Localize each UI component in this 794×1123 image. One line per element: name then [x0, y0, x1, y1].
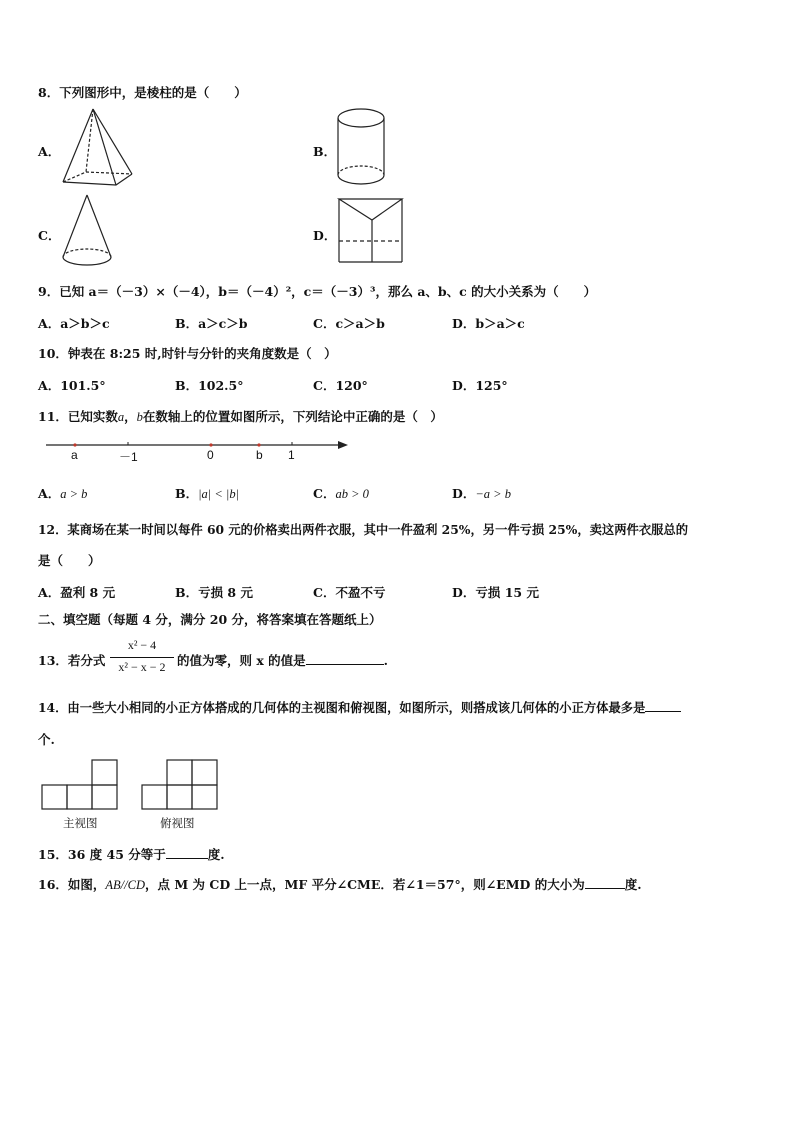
triangular-prism-figure [336, 196, 406, 266]
q11-option-d-label: D． [452, 486, 476, 501]
q8-option-b-label: B． [313, 144, 337, 159]
q16-mid: ，点 M 为 CD 上一点，MF 平分∠CME．若∠1＝57°，则∠EMD 的大小为 [145, 877, 585, 892]
caption-top-view: 俯视图 [160, 816, 195, 830]
q11-stem [38, 407, 443, 425]
q12-stem-line2: 是（ ） [38, 553, 101, 568]
q8-stem: 8．下列图形中，是棱柱的是（ ） [38, 85, 247, 100]
q11-option-a [38, 484, 87, 502]
q11-stem-post: 在数轴上的位置如图所示，下列结论中正确的是（ ） [142, 409, 443, 424]
q14-line1-text: 14．由一些大小相同的小正方体搭成的几何体的主视图和俯视图，如图所示，则搭成该几何体的小正方体最多是 [38, 700, 646, 715]
q13-end: . [383, 653, 389, 668]
point-b [257, 443, 260, 446]
front-view [42, 760, 117, 809]
q9-option-d: D．b＞a＞c [452, 316, 525, 331]
q8-option-d-label: D． [313, 228, 337, 243]
q12-option-a: A．盈利 8 元 [38, 585, 116, 600]
q10-option-b: B．102.5° [175, 378, 244, 393]
q14-stem-line1 [38, 698, 681, 716]
axis-label-1: 1 [288, 448, 295, 462]
q13-post-text: 的值为零，则 x 的值是 [177, 653, 306, 668]
q15-post: 度. [207, 847, 225, 862]
q13-numerator: x² − 4 [127, 638, 157, 652]
caption-front-view: 主视图 [63, 816, 98, 830]
q12-option-c: C．不盈不亏 [313, 585, 386, 600]
q14-stem-line2: 个. [38, 732, 55, 747]
number-line [44, 435, 354, 465]
q16-post: 度. [624, 877, 642, 892]
q13-pre: 13．若分式 [38, 653, 106, 668]
q16-answer-blank[interactable] [585, 876, 625, 889]
q15-answer-blank[interactable] [166, 846, 208, 859]
q11-option-c-math: ab > 0 [335, 487, 369, 501]
q11-option-b-math: |a| < |b| [198, 487, 240, 501]
q11-option-b [175, 484, 239, 502]
q10-option-d: D．125° [452, 378, 508, 393]
top-view [142, 760, 217, 809]
q11-stem-sep: ， [124, 409, 137, 424]
q11-var-a: a [117, 410, 125, 424]
q9-option-c: C．c＞a＞b [313, 316, 385, 331]
point-a [73, 443, 76, 446]
axis-label-a: a [71, 448, 78, 462]
q14-answer-blank[interactable] [645, 699, 681, 712]
q11-var-b: b [136, 410, 143, 424]
q15-stem [38, 845, 225, 863]
q10-stem: 10．钟表在 8:25 时,时针与分针的夹角度数是（ ） [38, 346, 337, 361]
q11-option-a-label: A． [38, 486, 61, 501]
q15-pre: 15．36 度 45 分等于 [38, 847, 166, 862]
point-zero [209, 443, 212, 446]
q10-option-a: A．101.5° [38, 378, 106, 393]
q9-option-b: B．a＞c＞b [175, 316, 248, 331]
q16-stem [38, 875, 642, 893]
q16-pre: 16．如图， [38, 877, 106, 892]
q9-stem: 9．已知 a＝（－3）×（－4），b＝（－4）²，c＝（－3）³，那么 a、b、c 的大小关系为（ ） [38, 284, 597, 299]
q11-option-d-math: −a > b [475, 487, 511, 501]
q11-option-d [452, 484, 511, 502]
cylinder-figure [336, 106, 388, 188]
q12-option-d: D．亏损 15 元 [452, 585, 539, 600]
q11-option-a-math: a > b [60, 487, 88, 501]
q11-stem-pre: 11．已知实数 [38, 409, 118, 424]
q13-post [177, 651, 388, 669]
q12-stem-line1: 12．某商场在某一时间以每件 60 元的价格卖出两件衣服，其中一件盈利 25%，另一件亏损 25%，卖这两件衣服总的 [38, 522, 689, 537]
cone-figure [60, 193, 116, 273]
axis-label-b: b [256, 448, 263, 462]
q16-math: AB//CD [105, 878, 145, 892]
q12-option-b: B．亏损 8 元 [175, 585, 253, 600]
q13-denominator: x² − x − 2 [118, 660, 166, 674]
pyramid-figure [60, 106, 140, 190]
q11-option-c-label: C． [313, 486, 336, 501]
axis-label-neg1: －1 [119, 450, 138, 464]
q9-option-a: A．a＞b＞c [38, 316, 110, 331]
axis-label-0: 0 [207, 448, 214, 462]
q14-views-figure [41, 759, 221, 811]
fraction-bar [110, 657, 174, 658]
q13-answer-blank[interactable] [306, 652, 384, 665]
q11-option-b-label: B． [175, 486, 199, 501]
section-2-heading: 二、填空题（每题 4 分，满分 20 分，将答案填在答题纸上） [38, 612, 382, 627]
q11-option-c [313, 484, 369, 502]
q10-option-c: C．120° [313, 378, 368, 393]
q8-option-a-label: A． [38, 144, 61, 159]
q8-option-c-label: C． [38, 228, 61, 243]
